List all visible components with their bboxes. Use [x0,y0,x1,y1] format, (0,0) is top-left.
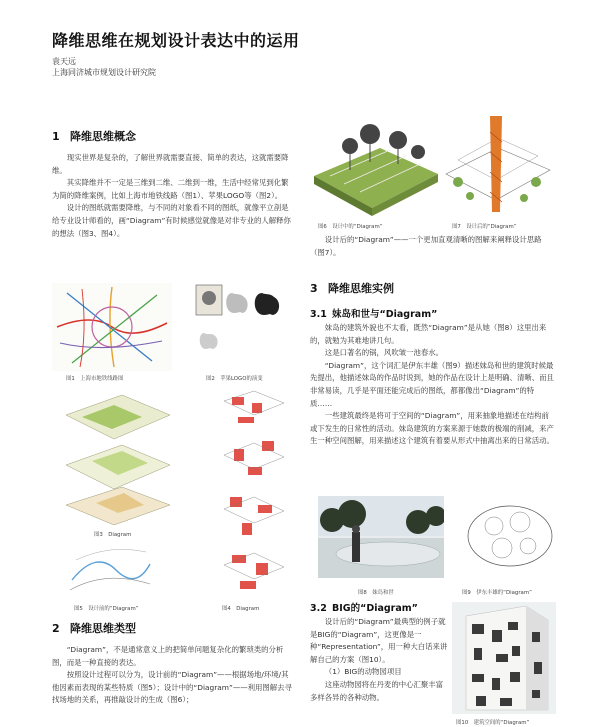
subsection-3-1-body [310,322,556,448]
section1-heading: 1 降维思维概念 [52,130,136,143]
author-name: 袁天远 [52,57,76,66]
paragraph: 现实世界是复杂的，了解世界就需要直接、简单的表达，这就需要降维。 [52,153,289,175]
subsection-3-1-heading: 3.1 妹岛和世与“Diagram” [310,309,438,320]
paragraph: 一些建筑最终是将可于空间的“Diagram”，用来抽象地描述在结构前或下发生的日常性的活动。妹岛建筑的方案来源于她数的极端的削减，来产生一种空间图解，用来描述这个建筑有着要从形式中抽离出来的日常活动。 [310,411,554,446]
sejima-photo-figure [318,496,444,578]
figure-caption: 图4 Diagram [222,606,260,612]
paragraph: 这座动物园将在丹麦的中心汇聚丰富多样各异的各种动物。 [310,679,444,702]
paragraph: 其实降维并不一定是三维到二维、二维到一维，生活中经常见到化繁为简的降维案例，比如上海市地铁线路（图1）、苹果LOGO等（图2）。 [52,178,289,200]
paragraph: 这是口著名的锅，风吹皱一池春水。 [324,348,444,358]
author-block [52,56,156,78]
author-affiliation: 上海同济城市规划设计研究院 [52,68,156,77]
section1-body [52,152,292,240]
figure-caption: 图6 设计中的“Diagram” [318,224,383,230]
paragraph: 设计后的“Diagram”最典型的例子就是BIG的“Diagram”，这更像是一种“Representation”，用一种大白话来讲解自己的方案（图10）。 [310,617,448,664]
post-diagram-figure [440,112,554,220]
figure-caption: 图8 妹岛和世 [358,590,394,596]
apple-logo-figure [190,283,290,371]
paragraph: 妹岛的建筑外貌也不太看，既然“Diagram”是从她（图8）这里出来的，就勉为其难地讲几句。 [310,323,547,345]
figure-caption: 图9 伊东丰雄的“Diagram” [462,590,532,596]
sketch-figure [66,540,154,602]
col2-intro [310,234,556,259]
site-diagram-figure [310,112,440,220]
ito-diagram-figure [456,496,560,578]
figure-caption: 图2 苹果LOGO的演变 [206,376,263,382]
diagram-3d-figure [52,387,180,525]
figure-caption: 图1 上海市地铁线路图 [66,376,124,382]
paragraph: 设计后的“Diagram”——一个更加直观清晰的图解来阐释设计思路（图7）。 [310,235,542,257]
figure-caption: 图10 建筑空间的“Diagram” [456,720,530,726]
section3-heading: 3 降维思维实例 [310,282,394,295]
section2-body [52,644,292,727]
subsection-3-2-body [310,616,448,727]
paragraph: “Diagram”，不是通常意义上的把简单问题复杂化的繁琐类的分析图，而是一种直接的表达。 [52,645,284,667]
paragraph: （1）BIG的动物园项目 [324,667,402,677]
subsection-3-2-heading: 3.2 BIG的“Diagram” [310,603,418,614]
section2-heading: 2 降维思维类型 [52,622,136,635]
diagram-red-figure [218,387,290,599]
page-title: 降维思维在规划设计表达中的运用 [52,31,300,50]
figure-caption: 图5 设计前的“Diagram” [74,606,139,612]
paragraph: 按照设计过程可以分为，设计前的“Diagram”——根据场地/环境/其他因素而表现的某些特质（图5）；设计中的“Diagram”——利用图解去寻找场地的关系，再推敲设计的生成（图6）； [52,670,292,705]
figure-caption: 图3 Diagram [94,532,132,538]
metro-map-figure [52,283,172,371]
building-figure [452,602,556,714]
paragraph: 设计的图纸就需要降维，与不同的对象看不同的图纸，就像平立剖是给专业设计师看的，画“Diagram”有时候感觉就像是对非专业的人解释你的想法（图3、图4）。 [52,203,291,238]
paragraph: “Diagram”，这个词汇是伊东丰雄（图9）描述妹岛和世的建筑时候最先提出，他描述妹岛的作品时说到，她的作品在设计上是明确、清晰、而且非常易读，几乎是平面还能完成后的图纸，都都像出“Diagram”的特质…… [310,360,554,408]
figure-caption: 图7 设计后的“Diagram” [452,224,517,230]
